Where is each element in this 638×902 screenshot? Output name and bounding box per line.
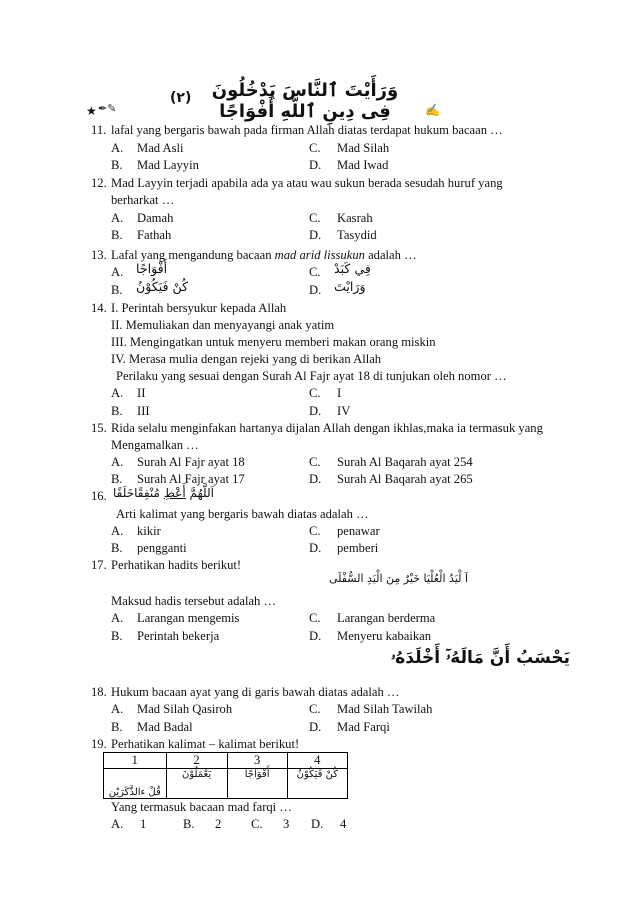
q12-text-line1: Mad Layyin terjadi apabila ada ya atau wau sukun berada sesudah huruf yang <box>111 176 503 190</box>
q18-opt-d-label: D. <box>309 720 322 734</box>
q11-opt-d: Mad Iwad <box>337 158 389 172</box>
table-cell: كُنْ فَيَكُوْنُ <box>287 769 347 799</box>
q13-opt-d-label: D. <box>309 283 322 297</box>
table-header-cell: 2 <box>166 753 227 769</box>
table-header-cell: 1 <box>104 753 167 769</box>
q14-opt-c: I <box>337 386 342 400</box>
q12-opt-d: Tasydid <box>337 228 377 242</box>
q11-opt-b-label: B. <box>111 158 123 172</box>
q18-opt-a: Mad Silah Qasiroh <box>137 702 233 716</box>
table-header-cell: 4 <box>287 753 347 769</box>
q19-opt-d: 4 <box>340 817 347 831</box>
q16-opt-c-label: C. <box>309 524 321 538</box>
q15-text-line2: Mengamalkan … <box>111 438 199 452</box>
q18-opt-a-label: A. <box>111 702 124 716</box>
q16-arabic-underlined: أَعْطِ <box>163 486 186 500</box>
q14-opt-c-label: C. <box>309 386 321 400</box>
q19-opt-c: 3 <box>283 817 290 831</box>
q11-opt-a: Mad Asli <box>137 141 184 155</box>
q13-text <box>111 249 417 262</box>
q18-opt-c-label: C. <box>309 702 321 716</box>
q15-opt-a-label: A. <box>111 455 124 469</box>
q13-text-em: mad arid lissukun <box>274 248 365 262</box>
pencil-icon: ✍ <box>425 103 440 117</box>
q17-hadith: اَ لْيَدُ الْعُلْيَا خَيْرٌ مِنَ الْيَدِ السُّفْلَى <box>328 572 468 585</box>
q13-text-pre: Lafal yang mengandung bacaan <box>111 248 275 262</box>
q11-opt-a-label: A. <box>111 141 124 155</box>
q15-text-line1: Rida selalu menginfakan hartanya dijalan Allah dengan ikhlas,maka ia termasuk yang <box>111 421 543 435</box>
q16-opt-b: pengganti <box>137 541 187 555</box>
q18-text: Hukum bacaan ayat yang di garis bawah diatas adalah … <box>111 685 400 699</box>
q16-opt-a-label: A. <box>111 524 124 538</box>
header-verse: وَرَأَيْتَ ٱلنَّاسَ يَدْخُلُونَ فِى دِينِ ٱللَّهِ أَفْوَاجًا <box>211 80 399 122</box>
q15-opt-d: Surah Al Baqarah ayat 265 <box>337 472 473 486</box>
table-header-row <box>104 753 348 769</box>
q13-opt-a: أَفْوَاجًا <box>136 261 168 276</box>
q12-opt-c-label: C. <box>309 211 321 225</box>
q15-opt-b: Surah Al Fajr ayat 17 <box>137 472 245 486</box>
q19-opt-b: 2 <box>215 817 222 831</box>
q12-number: 12. <box>91 176 107 190</box>
q16-opt-c: penawar <box>337 524 380 538</box>
q19-opt-d-label: D. <box>311 817 324 831</box>
q17-opt-a: Larangan mengemis <box>137 611 240 625</box>
q12-opt-c: Kasrah <box>337 211 373 225</box>
q15-opt-a: Surah Al Fajr ayat 18 <box>137 455 245 469</box>
q12-opt-d-label: D. <box>309 228 322 242</box>
q14-opt-a-label: A. <box>111 386 124 400</box>
q19-opt-b-label: B. <box>183 817 195 831</box>
q19-opt-a: 1 <box>140 817 147 831</box>
q18-opt-d: Mad Farqi <box>337 720 390 734</box>
ornament-icon: ✒✎ <box>98 103 117 115</box>
q15-opt-c-label: C. <box>309 455 321 469</box>
q11-opt-c-label: C. <box>309 141 321 155</box>
q15-opt-d-label: D. <box>309 472 322 486</box>
q16-text: Arti kalimat yang bergaris bawah diatas adalah … <box>116 507 369 521</box>
q19-number: 19. <box>91 737 107 751</box>
q17-opt-d: Menyeru kabaikan <box>337 629 432 643</box>
q16-opt-d-label: D. <box>309 541 322 555</box>
q19-opt-c-label: C. <box>251 817 263 831</box>
q18-opt-b-label: B. <box>111 720 123 734</box>
q13-opt-c-label: C. <box>309 265 321 279</box>
q16-number: 16. <box>91 489 107 503</box>
table-cell: قُلْ ءالذَّكَرَيْنِ <box>104 769 167 799</box>
q12-text-line2: berharkat … <box>111 193 175 207</box>
q14-line3: III. Mengingatkan untuk menyeru memberi makan orang miskin <box>111 335 436 349</box>
q15-opt-b-label: B. <box>111 472 123 486</box>
q11-opt-d-label: D. <box>309 158 322 172</box>
q17-opt-b-label: B. <box>111 629 123 643</box>
q13-text-post: adalah … <box>364 248 417 262</box>
q16-opt-a: kikir <box>137 524 161 538</box>
q18-opt-b: Mad Badal <box>137 720 193 734</box>
q16-opt-d: pemberi <box>337 541 379 555</box>
q14-opt-d: IV <box>337 404 351 418</box>
q11-text: lafal yang bergaris bawah pada firman Allah diatas terdapat hukum bacaan … <box>111 123 503 137</box>
verse-end-marker: (٢) <box>170 90 192 106</box>
q14-opt-d-label: D. <box>309 404 322 418</box>
star-icon: ★ <box>86 104 97 118</box>
q17-number: 17. <box>91 558 107 572</box>
q16-arabic-pre: اَللَّهُمَّ <box>185 486 214 500</box>
q18-number: 18. <box>91 685 107 699</box>
q17-opt-a-label: A. <box>111 611 124 625</box>
q17-opt-c: Larangan berderma <box>337 611 436 625</box>
verse-2: يَحْسَبُ أَنَّ مَالَهُۥٓ أَخْلَدَهُۥ <box>391 648 570 668</box>
q14-line4: IV. Merasa mulia dengan rejeki yang di berikan Allah <box>111 352 382 366</box>
q12-opt-a-label: A. <box>111 211 124 225</box>
q17-opt-c-label: C. <box>309 611 321 625</box>
q14-opt-b-label: B. <box>111 404 123 418</box>
q17-opt-d-label: D. <box>309 629 322 643</box>
q13-opt-b-label: B. <box>111 283 123 297</box>
q17-opt-b: Perintah bekerja <box>137 629 220 643</box>
q19-table <box>103 752 348 799</box>
q12-opt-a: Damah <box>137 211 174 225</box>
q13-number: 13. <box>91 248 107 262</box>
q15-number: 15. <box>91 421 107 435</box>
q13-opt-a-label: A. <box>111 265 124 279</box>
table-cell: أَفْوَاجًا <box>227 769 287 799</box>
q18-opt-c: Mad Silah Tawilah <box>337 702 433 716</box>
q19-text: Perhatikan kalimat – kalimat berikut! <box>111 737 300 751</box>
q14-line1: I. Perintah bersyukur kepada Allah <box>111 301 287 315</box>
q16-opt-b-label: B. <box>111 541 123 555</box>
q14-line2: II. Memuliakan dan menyayangi anak yatim <box>111 318 335 332</box>
q14-opt-a: II <box>137 386 146 400</box>
q12-opt-b: Fathah <box>137 228 172 242</box>
table-cell: يَعْمَلُوْنَ <box>166 769 227 799</box>
q14-line5: Perilaku yang sesuai dengan Surah Al Fajr ayat 18 di tunjukan oleh nomor … <box>116 369 507 383</box>
q15-opt-c: Surah Al Baqarah ayat 254 <box>337 455 473 469</box>
q19-text2: Yang termasuk bacaan mad farqi … <box>111 800 292 814</box>
q11-number: 11. <box>91 123 107 137</box>
q13-opt-c: فِي كَبَدْ <box>334 261 371 276</box>
q11-opt-c: Mad Silah <box>337 141 390 155</box>
q16-arabic-post: مُنْفِقًاخَلَفًا <box>113 486 164 500</box>
q14-number: 14. <box>91 301 107 315</box>
q13-opt-b: كُنْ فَيَكُوْنُ <box>136 279 189 294</box>
q12-opt-b-label: B. <box>111 228 123 242</box>
q17-text2: Maksud hadis tersebut adalah … <box>111 594 277 608</box>
q19-opt-a-label: A. <box>111 817 124 831</box>
q16-arabic <box>113 487 214 499</box>
q17-text: Perhatikan hadits berikut! <box>111 558 242 572</box>
q13-opt-d: وَرَايْتَ <box>334 279 366 294</box>
table-row <box>104 769 348 799</box>
table-header-cell: 3 <box>227 753 287 769</box>
q14-opt-b: III <box>137 404 150 418</box>
q11-opt-b: Mad Layyin <box>137 158 199 172</box>
